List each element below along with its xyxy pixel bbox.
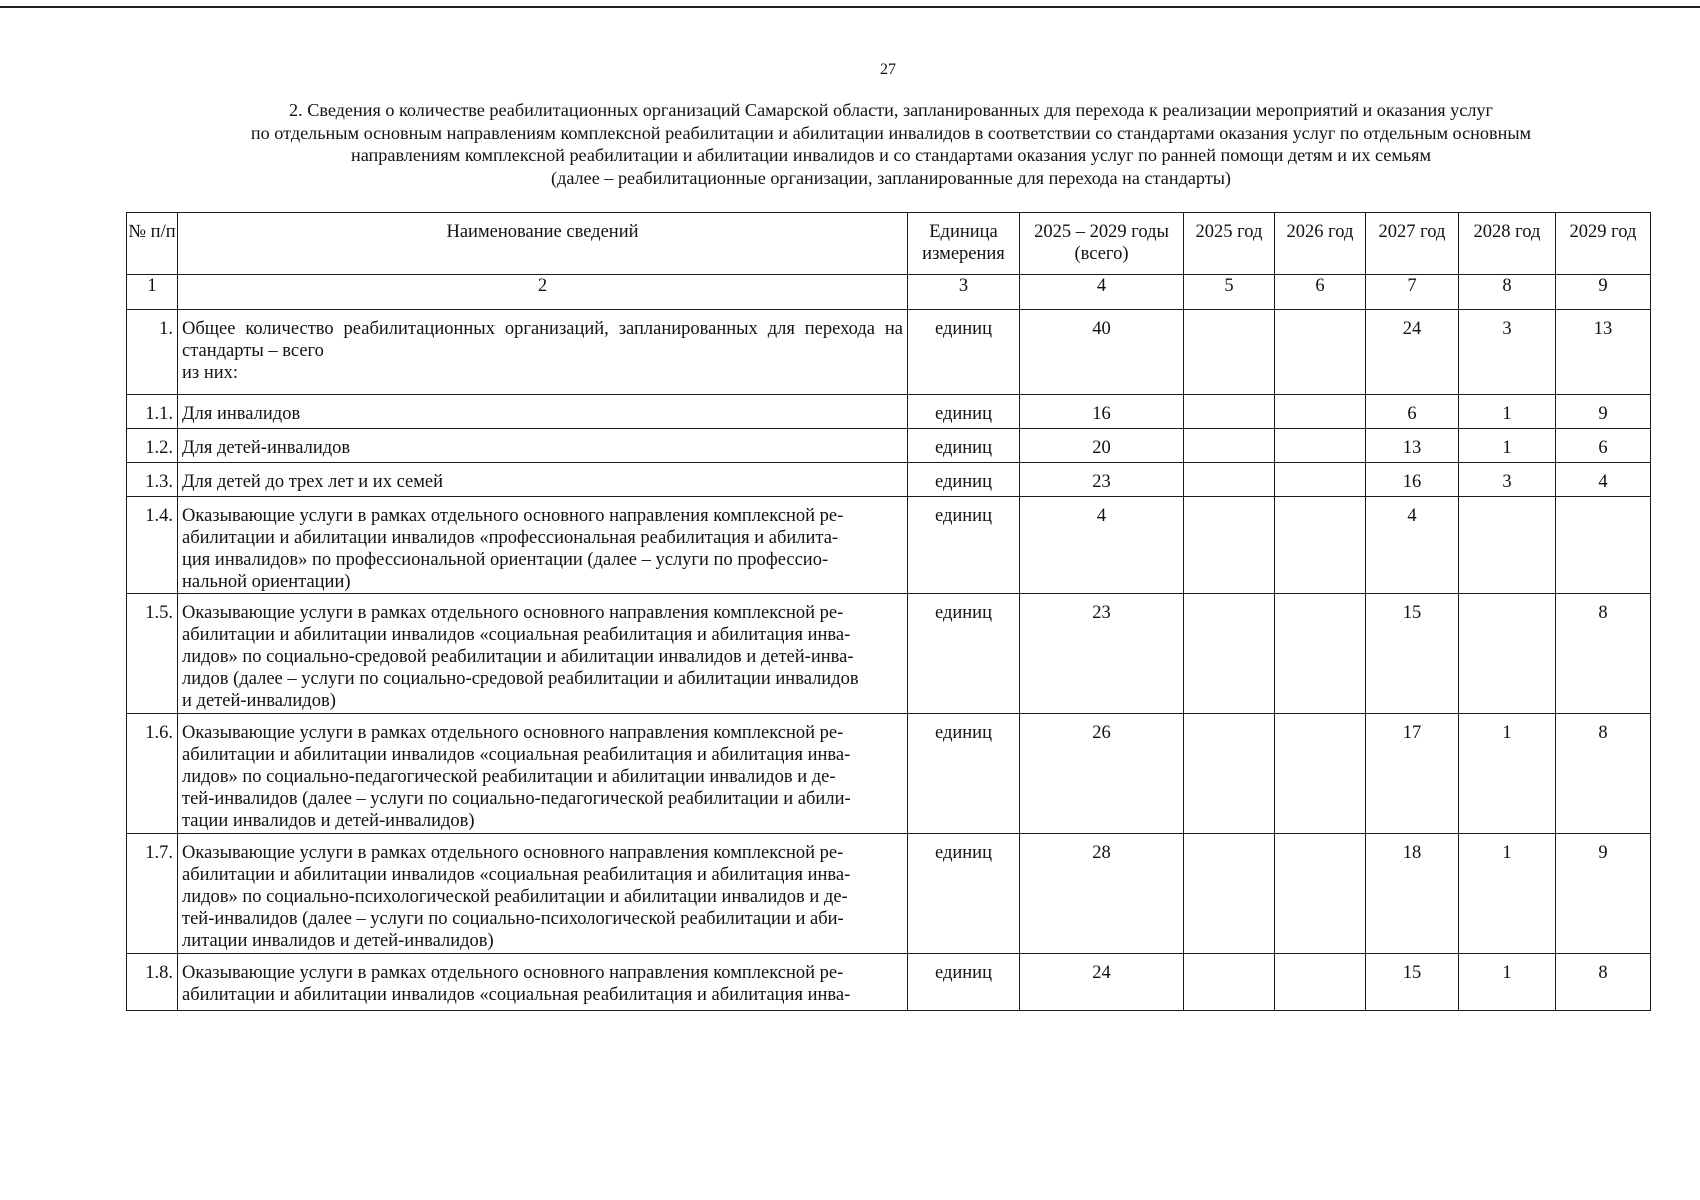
row-name: Оказывающие услуги в рамках отдельного основного направления комплексной ре- абилитации и абилитации инвалидов «социальная реабилитация и абилитация инва- — [178, 954, 908, 1011]
row-number: 1. — [127, 310, 178, 395]
row-number: 1.3. — [127, 463, 178, 497]
row-value-y2029: 8 — [1556, 594, 1651, 714]
row-value-y2028: 1 — [1459, 954, 1556, 1011]
row-unit: единиц — [908, 429, 1020, 463]
row-value-y2026 — [1275, 395, 1366, 429]
organizations-table — [126, 212, 1651, 1011]
row-value-total: 23 — [1020, 463, 1184, 497]
section-heading — [126, 99, 1656, 189]
heading-line: (далее – реабилитационные организации, запланированные для перехода на стандарты) — [551, 167, 1231, 188]
row-name: Оказывающие услуги в рамках отдельного основного направления комплексной ре- абилитации и абилитации инвалидов «профессиональная реабилитация и абилита- ция инвалидов» по профессиональной ориентации (далее – услуги по профессио- нальной ориентации) — [178, 497, 908, 594]
row-name: Оказывающие услуги в рамках отдельного основного направления комплексной ре- абилитации и абилитации инвалидов «социальная реабилитация и абилитация инва- лидов» по социально-психологической реабилитации и абилитации инвалидов и де- тей-инвалидов (далее – услуги по социально-психологической реабилитации и аби- литации инвалидов и детей-инвалидов) — [178, 834, 908, 954]
row-value-y2025 — [1184, 429, 1275, 463]
header-2026: 2026 год — [1275, 213, 1366, 275]
row-value-y2027: 18 — [1366, 834, 1459, 954]
row-value-y2026 — [1275, 954, 1366, 1011]
row-value-y2025 — [1184, 954, 1275, 1011]
column-number: 4 — [1020, 275, 1184, 310]
row-name: Общее количество реабилитационных организаций, запланированных для перехода на стандарты – всего из них: — [178, 310, 908, 395]
row-value-y2027: 15 — [1366, 954, 1459, 1011]
row-value-y2027: 15 — [1366, 594, 1459, 714]
row-value-y2029: 6 — [1556, 429, 1651, 463]
row-value-total: 16 — [1020, 395, 1184, 429]
table-row — [127, 714, 1651, 834]
heading-line: направлениям комплексной реабилитации и абилитации инвалидов и со стандартами оказания услуг по ранней помощи детям и их семьям — [350, 145, 1432, 165]
header-2029: 2029 год — [1556, 213, 1651, 275]
row-value-total: 28 — [1020, 834, 1184, 954]
column-number: 5 — [1184, 275, 1275, 310]
row-value-y2029: 4 — [1556, 463, 1651, 497]
row-value-y2028: 3 — [1459, 310, 1556, 395]
row-value-y2028: 3 — [1459, 463, 1556, 497]
table-row — [127, 594, 1651, 714]
column-number-row — [127, 275, 1651, 310]
table-row — [127, 429, 1651, 463]
row-value-y2027: 17 — [1366, 714, 1459, 834]
row-number: 1.8. — [127, 954, 178, 1011]
row-value-y2025 — [1184, 497, 1275, 594]
row-value-y2027: 24 — [1366, 310, 1459, 395]
row-unit: единиц — [908, 954, 1020, 1011]
row-number: 1.1. — [127, 395, 178, 429]
row-unit: единиц — [908, 497, 1020, 594]
table-row — [127, 310, 1651, 395]
row-value-y2025 — [1184, 310, 1275, 395]
row-value-total: 23 — [1020, 594, 1184, 714]
row-number: 1.4. — [127, 497, 178, 594]
row-value-y2026 — [1275, 463, 1366, 497]
row-value-y2027: 6 — [1366, 395, 1459, 429]
row-value-total: 24 — [1020, 954, 1184, 1011]
page-number: 27 — [880, 61, 896, 78]
header-total: 2025 – 2029 годы (всего) — [1020, 213, 1184, 275]
table-row — [127, 395, 1651, 429]
row-name: Для детей до трех лет и их семей — [178, 463, 908, 497]
header-unit: Единица измерения — [908, 213, 1020, 275]
row-value-y2029: 9 — [1556, 834, 1651, 954]
row-value-y2026 — [1275, 714, 1366, 834]
header-number: № п/п — [127, 213, 178, 275]
row-value-y2029: 9 — [1556, 395, 1651, 429]
table-header-row — [127, 213, 1651, 275]
row-value-y2025 — [1184, 463, 1275, 497]
row-value-total: 40 — [1020, 310, 1184, 395]
row-value-y2029 — [1556, 497, 1651, 594]
row-value-y2026 — [1275, 834, 1366, 954]
row-value-y2025 — [1184, 834, 1275, 954]
row-value-y2027: 4 — [1366, 497, 1459, 594]
row-name: Оказывающие услуги в рамках отдельного основного направления комплексной ре- абилитации и абилитации инвалидов «социальная реабилитация и абилитация инва- лидов» по социально-средовой реабилитации и абилитации инвалидов и детей-инва- лидов (далее – услуги по социально-средовой реабилитации и абилитации инвалидов и детей-инвалидов) — [178, 594, 908, 714]
row-value-y2028: 1 — [1459, 429, 1556, 463]
row-name: Оказывающие услуги в рамках отдельного основного направления комплексной ре- абилитации и абилитации инвалидов «социальная реабилитация и абилитация инва- лидов» по социально-педагогической реабилитации и абилитации инвалидов и де- тей-инвалидов (далее – услуги по социально-педагогической реабилитации и абили- тации инвалидов и детей-инвалидов) — [178, 714, 908, 834]
row-number: 1.6. — [127, 714, 178, 834]
table-body — [127, 310, 1651, 1011]
row-value-y2026 — [1275, 429, 1366, 463]
row-unit: единиц — [908, 714, 1020, 834]
column-number: 3 — [908, 275, 1020, 310]
column-number: 1 — [127, 275, 178, 310]
row-value-total: 4 — [1020, 497, 1184, 594]
row-number: 1.5. — [127, 594, 178, 714]
row-value-total: 20 — [1020, 429, 1184, 463]
row-name: Для инвалидов — [178, 395, 908, 429]
row-unit: единиц — [908, 395, 1020, 429]
row-value-y2026 — [1275, 497, 1366, 594]
column-number: 2 — [178, 275, 908, 310]
row-number: 1.7. — [127, 834, 178, 954]
row-value-y2025 — [1184, 395, 1275, 429]
row-value-y2028 — [1459, 497, 1556, 594]
row-value-y2027: 13 — [1366, 429, 1459, 463]
row-value-y2029: 8 — [1556, 714, 1651, 834]
row-value-y2029: 8 — [1556, 954, 1651, 1011]
header-name: Наименование сведений — [178, 213, 908, 275]
row-value-y2025 — [1184, 714, 1275, 834]
row-number: 1.2. — [127, 429, 178, 463]
header-2025: 2025 год — [1184, 213, 1275, 275]
row-value-y2028: 1 — [1459, 714, 1556, 834]
column-number: 8 — [1459, 275, 1556, 310]
column-number: 9 — [1556, 275, 1651, 310]
row-value-y2027: 16 — [1366, 463, 1459, 497]
row-value-y2026 — [1275, 310, 1366, 395]
row-unit: единиц — [908, 310, 1020, 395]
table-row — [127, 497, 1651, 594]
table-row — [127, 834, 1651, 954]
row-unit: единиц — [908, 834, 1020, 954]
top-rule — [0, 6, 1700, 8]
row-value-y2028 — [1459, 594, 1556, 714]
table-row — [127, 463, 1651, 497]
row-unit: единиц — [908, 594, 1020, 714]
row-unit: единиц — [908, 463, 1020, 497]
row-value-y2028: 1 — [1459, 395, 1556, 429]
heading-line: по отдельным основным направлениям комплексной реабилитации и абилитации инвалидов в соответствии со стандартами оказания услуг по отдельным основным — [250, 122, 1532, 143]
row-value-y2026 — [1275, 594, 1366, 714]
column-number: 7 — [1366, 275, 1459, 310]
row-value-y2025 — [1184, 594, 1275, 714]
row-value-y2028: 1 — [1459, 834, 1556, 954]
table-row — [127, 954, 1651, 1011]
row-value-y2029: 13 — [1556, 310, 1651, 395]
row-name: Для детей-инвалидов — [178, 429, 908, 463]
heading-line: 2. Сведения о количестве реабилитационных организаций Самарской области, запланированных для перехода к реализации мероприятий и оказания услуг — [289, 100, 1493, 120]
header-2027: 2027 год — [1366, 213, 1459, 275]
column-number: 6 — [1275, 275, 1366, 310]
row-value-total: 26 — [1020, 714, 1184, 834]
header-2028: 2028 год — [1459, 213, 1556, 275]
